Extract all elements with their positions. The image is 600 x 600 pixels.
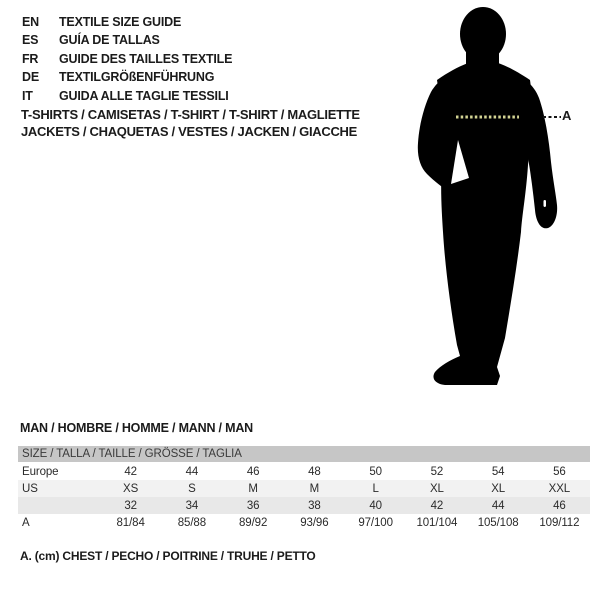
language-code: FR [22, 51, 39, 66]
cell: XXL [548, 482, 571, 495]
row-label: A [22, 516, 30, 529]
size-table-header: SIZE / TALLA / TAILLE / GRÖSSE / TAGLIA [18, 446, 590, 462]
category-jackets: JACKETS / CHAQUETAS / VESTES / JACKEN / GIACCHE [21, 124, 357, 140]
cell: 44 [491, 499, 505, 512]
cell: M [248, 482, 258, 495]
cell: 85/88 [177, 516, 207, 529]
cell: 42 [124, 465, 137, 478]
cell: 36 [246, 499, 260, 512]
cell: 48 [308, 465, 321, 478]
cell: 109/112 [539, 516, 580, 529]
row-label: US [22, 482, 38, 495]
cell: S [188, 482, 196, 495]
section-title-man: MAN / HOMBRE / HOMME / MANN / MAN [20, 421, 253, 435]
cell: 32 [124, 499, 137, 512]
cell: XS [123, 482, 139, 495]
language-code: ES [22, 33, 39, 48]
language-label: TEXTILE SIZE GUIDE [59, 15, 182, 29]
cell: 46 [246, 465, 260, 478]
cell: XL [491, 482, 506, 495]
language-label: GUIDA ALLE TAGLIE TESSILI [59, 88, 229, 103]
cell: 34 [185, 499, 199, 512]
man-silhouette [418, 7, 557, 385]
cell: 89/92 [238, 516, 268, 529]
cell: 46 [553, 499, 566, 512]
language-label: TEXTILGRÖßENFÜHRUNG [59, 70, 215, 85]
cell: 50 [369, 465, 382, 478]
thumb-highlight [544, 200, 547, 207]
cell: XL [429, 482, 444, 495]
cell: 44 [185, 465, 199, 478]
table-row-europe [18, 463, 590, 480]
cell: 38 [308, 499, 321, 512]
cell: 105/108 [477, 516, 519, 529]
language-code: IT [22, 88, 33, 103]
cell: 101/104 [416, 516, 458, 529]
table-row-chest-a [18, 514, 590, 531]
cell: 54 [491, 465, 505, 478]
cell: 40 [369, 499, 382, 512]
cell: M [309, 482, 320, 495]
chest-measure-label: A [562, 108, 572, 123]
size-table [18, 446, 590, 531]
language-code: DE [22, 70, 39, 85]
cell: 52 [430, 465, 444, 478]
cell: 42 [430, 499, 444, 512]
cell: L [372, 482, 379, 495]
cell: 81/84 [116, 516, 145, 529]
table-row-numeric [18, 497, 590, 514]
cell: 97/100 [358, 516, 393, 529]
language-label: GUÍA DE TALLAS [59, 33, 160, 48]
category-tshirts: T-SHIRTS / CAMISETAS / T-SHIRT / T-SHIRT / MAGLIETTE [21, 107, 360, 122]
measurement-footnote: A. (cm) CHEST / PECHO / POITRINE / TRUHE / PETTO [20, 549, 316, 563]
language-label: GUIDE DES TAILLES TEXTILE [59, 51, 233, 66]
row-label: Europe [22, 465, 59, 478]
cell: 56 [553, 465, 566, 478]
cell: 93/96 [300, 516, 329, 529]
table-row-us [18, 480, 590, 497]
language-code: EN [22, 15, 39, 29]
